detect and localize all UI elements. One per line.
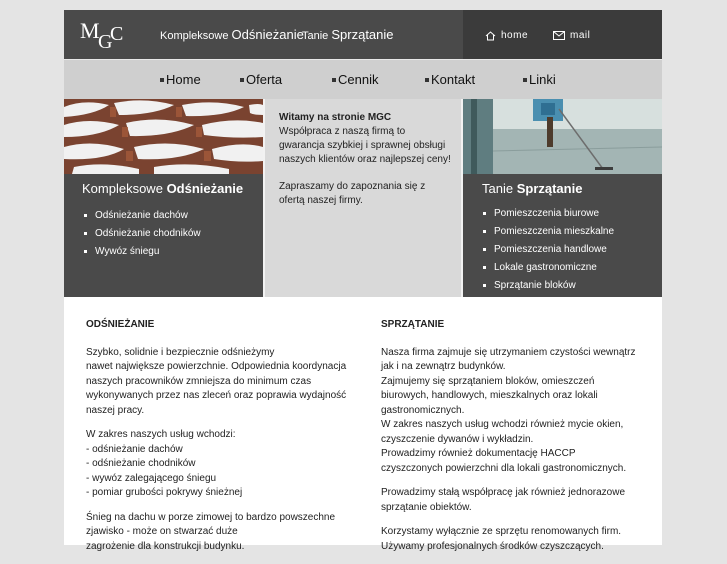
tagline-sprzatanie	[302, 27, 394, 42]
section-line: Nasza firma zajmuje się utrzymaniem czystości wewnątrz	[381, 346, 636, 358]
section-line: - wywóz zalegającego śniegu	[86, 472, 217, 484]
section-line: jak i na zewnątrz budynków.	[381, 361, 506, 372]
bullet-icon	[84, 214, 87, 217]
bullet-icon	[84, 232, 87, 235]
welcome-line: Współpraca z naszą firmą to	[279, 126, 406, 137]
nav-label: Oferta	[246, 72, 283, 87]
tagline-prefix: Tanie	[302, 30, 329, 42]
service-label: Odśnieżanie chodników	[95, 227, 201, 239]
service-label: Sprzątanie bloków	[494, 279, 576, 291]
welcome-line: gwarancja szybkiej i sprawnej obsługi	[279, 140, 446, 151]
home-icon	[485, 31, 496, 41]
nav-label: Home	[166, 72, 201, 87]
home-link[interactable]	[485, 30, 528, 41]
section-line: W zakres naszych usług wchodzi:	[86, 429, 236, 440]
nav-item-kontakt[interactable]	[425, 72, 475, 87]
bullet-icon	[84, 250, 87, 253]
odsniezanie-service-list	[84, 206, 201, 260]
section-line: Szybko, solidnie i bezpiecznie odśnieżymy	[86, 346, 275, 358]
service-label: Pomieszczenia handlowe	[494, 243, 607, 255]
service-label: Pomieszczenia mieszkalne	[494, 225, 615, 237]
section-line: - odśnieżanie dachów	[86, 443, 183, 455]
section-line: Zajmujemy się sprzątaniem bloków, omieszczeń	[381, 375, 595, 387]
bullet-icon	[160, 78, 164, 82]
nav-label: Linki	[529, 72, 556, 87]
bullet-icon	[240, 78, 244, 82]
section-line: - pomiar grubości pokrywy śnieżnej	[86, 487, 243, 498]
welcome-line: naszych klientów oraz najlepszej	[279, 154, 425, 165]
floor-cleaning-image	[463, 99, 662, 174]
welcome-panel	[263, 99, 463, 297]
nav-label: Cennik	[338, 72, 379, 87]
bullet-icon	[425, 78, 429, 82]
tagline-odsniezanie	[160, 27, 304, 42]
section-line: czyszczonych powierzchni dla lokali gastronomicznych.	[381, 462, 627, 474]
section-line: czyszczenie dywanów i wykładzin.	[381, 433, 534, 445]
home-link-label: home	[501, 30, 529, 41]
panel-title-strong: Odśnieżanie	[166, 181, 244, 196]
bullet-icon	[483, 248, 486, 251]
bullet-icon	[523, 78, 527, 82]
tagline-strong: Odśnieżanie	[231, 27, 304, 42]
header-links	[463, 10, 662, 59]
hero-band	[64, 99, 662, 297]
bullet-icon	[332, 78, 336, 82]
section-line: naszej pracy.	[86, 404, 145, 416]
mail-link-label: mail	[570, 30, 591, 41]
odsniezanie-section	[86, 318, 356, 564]
section-heading: SPRZĄTANIE	[381, 319, 445, 330]
panel-title-prefix: Kompleksowe	[82, 181, 163, 196]
page-wrapper	[64, 10, 662, 552]
tagline-prefix: Kompleksowe	[160, 30, 229, 42]
section-line: biurowych, handlowych, mieszkalnych oraz lokali	[381, 390, 598, 401]
section-line: zagrożenie dla konstrukcji budynku.	[86, 540, 245, 552]
service-link[interactable]	[483, 276, 614, 294]
main-nav	[64, 59, 662, 99]
section-line: - odśnieżanie chodników	[86, 458, 196, 469]
section-line: W zakres naszych usług wchodzi również mycie okien,	[381, 419, 624, 430]
svg-text:C: C	[110, 23, 124, 45]
service-link[interactable]	[483, 240, 614, 258]
header	[64, 10, 662, 59]
service-link[interactable]	[84, 242, 201, 260]
welcome-line: z ofertą naszej firmy.	[279, 181, 426, 206]
nav-label: Kontakt	[431, 72, 476, 87]
odsniezanie-panel-title	[82, 181, 243, 196]
service-label: Lokale gastronomiczne	[494, 261, 597, 273]
sprzatanie-panel-title	[482, 181, 582, 196]
service-link[interactable]	[483, 222, 614, 240]
section-line: Prowadzimy również dokumentację HACCP	[381, 448, 576, 459]
welcome-title: Witamy na stronie MGC	[279, 112, 392, 123]
welcome-line: Zapraszamy do zapoznania się	[279, 181, 418, 192]
bullet-icon	[483, 266, 486, 269]
service-label: Pomieszczenia biurowe	[494, 207, 600, 219]
service-link[interactable]	[84, 224, 201, 242]
svg-text:G: G	[98, 31, 113, 53]
odsniezanie-panel	[64, 99, 263, 297]
section-line: naszych pracowników zmniejsza do minimum czas	[86, 375, 312, 387]
section-line: zjawisko - może on stwarzać duże	[86, 526, 238, 537]
sprzatanie-panel	[463, 99, 662, 297]
nav-item-linki[interactable]	[523, 72, 556, 87]
section-line: Prowadzimy stałą współpracę jak również jednorazowe	[381, 487, 625, 498]
section-line: Śnieg na dachu w porze zimowej to bardzo powszechne	[86, 511, 336, 523]
svg-text:M: M	[80, 18, 100, 43]
service-link[interactable]	[483, 204, 614, 222]
nav-item-oferta[interactable]	[240, 72, 282, 87]
nav-item-home[interactable]	[160, 72, 201, 87]
panel-title-strong: Sprzątanie	[516, 181, 583, 196]
service-link[interactable]	[84, 206, 201, 224]
sprzatanie-section	[381, 318, 643, 564]
tagline-strong: Sprzątanie	[331, 27, 394, 42]
bullet-icon	[483, 212, 486, 215]
mgc-logo[interactable]	[80, 18, 128, 52]
snowy-roof-image	[64, 99, 263, 174]
section-line: Korzystamy wyłącznie ze sprzętu renomowanych firm.	[381, 526, 622, 537]
service-label: Odśnieżanie dachów	[95, 209, 188, 221]
welcome-line: ceny!	[426, 154, 451, 165]
sprzatanie-service-list	[483, 204, 614, 294]
bullet-icon	[483, 230, 486, 233]
panel-title-prefix: Tanie	[482, 181, 514, 196]
nav-item-cennik[interactable]	[332, 72, 378, 87]
service-link[interactable]	[483, 258, 614, 276]
mail-link[interactable]	[553, 30, 590, 41]
service-label: Wywóz śniegu	[95, 245, 160, 257]
section-line: sprzątanie obiektów.	[381, 501, 472, 513]
mail-icon	[553, 31, 565, 40]
section-line: Używamy profesjonalnych środków czyszczących.	[381, 540, 604, 552]
section-line: nawet największe powierzchnie. Odpowiednia koordynacja	[86, 361, 347, 372]
section-line: wykonywanych przez nas zleceń oraz poprawia wydajność	[86, 390, 347, 401]
welcome-text	[279, 111, 451, 221]
bullet-icon	[483, 284, 486, 287]
section-heading: ODŚNIEŻANIE	[86, 319, 155, 330]
section-line: gastronomicznych.	[381, 404, 465, 416]
